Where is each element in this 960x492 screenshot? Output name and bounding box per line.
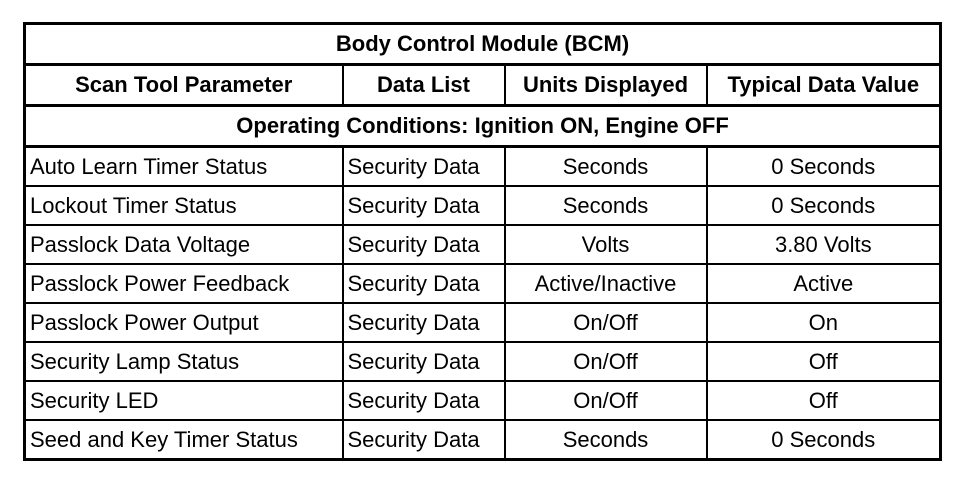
column-header-row: [25, 65, 941, 106]
cell-units: Seconds: [505, 147, 707, 187]
cell-units: Volts: [505, 225, 707, 264]
cell-parameter: Lockout Timer Status: [25, 186, 343, 225]
header-scan-tool-parameter: Scan Tool Parameter: [25, 65, 343, 106]
cell-typical-value: Off: [707, 381, 941, 420]
cell-units: Seconds: [505, 186, 707, 225]
cell-units: Active/Inactive: [505, 264, 707, 303]
cell-data-list: Security Data: [343, 186, 505, 225]
header-data-list: Data List: [343, 65, 505, 106]
table-row: [25, 303, 941, 342]
table-row: [25, 342, 941, 381]
cell-data-list: Security Data: [343, 264, 505, 303]
cell-typical-value: 0 Seconds: [707, 420, 941, 460]
table-title-row: [25, 24, 941, 65]
cell-typical-value: Off: [707, 342, 941, 381]
cell-typical-value: 0 Seconds: [707, 186, 941, 225]
cell-data-list: Security Data: [343, 342, 505, 381]
cell-data-list: Security Data: [343, 225, 505, 264]
cell-parameter: Seed and Key Timer Status: [25, 420, 343, 460]
header-typical-data-value: Typical Data Value: [707, 65, 941, 106]
cell-units: Seconds: [505, 420, 707, 460]
cell-units: On/Off: [505, 381, 707, 420]
cell-parameter: Passlock Power Feedback: [25, 264, 343, 303]
table-row: [25, 147, 941, 187]
table-row: [25, 381, 941, 420]
cell-typical-value: 0 Seconds: [707, 147, 941, 187]
table-row: [25, 186, 941, 225]
cell-data-list: Security Data: [343, 147, 505, 187]
cell-typical-value: Active: [707, 264, 941, 303]
operating-conditions-row: [25, 106, 941, 147]
cell-data-list: Security Data: [343, 420, 505, 460]
cell-parameter: Security Lamp Status: [25, 342, 343, 381]
cell-typical-value: On: [707, 303, 941, 342]
bcm-data-table: [23, 22, 942, 461]
cell-parameter: Passlock Data Voltage: [25, 225, 343, 264]
cell-data-list: Security Data: [343, 303, 505, 342]
cell-parameter: Passlock Power Output: [25, 303, 343, 342]
cell-units: On/Off: [505, 303, 707, 342]
cell-parameter: Security LED: [25, 381, 343, 420]
cell-data-list: Security Data: [343, 381, 505, 420]
cell-parameter: Auto Learn Timer Status: [25, 147, 343, 187]
table-title: Body Control Module (BCM): [25, 24, 941, 65]
table-row: [25, 225, 941, 264]
operating-conditions: Operating Conditions: Ignition ON, Engine OFF: [25, 106, 941, 147]
header-units-displayed: Units Displayed: [505, 65, 707, 106]
cell-units: On/Off: [505, 342, 707, 381]
table-row: [25, 264, 941, 303]
cell-typical-value: 3.80 Volts: [707, 225, 941, 264]
table-row: [25, 420, 941, 460]
